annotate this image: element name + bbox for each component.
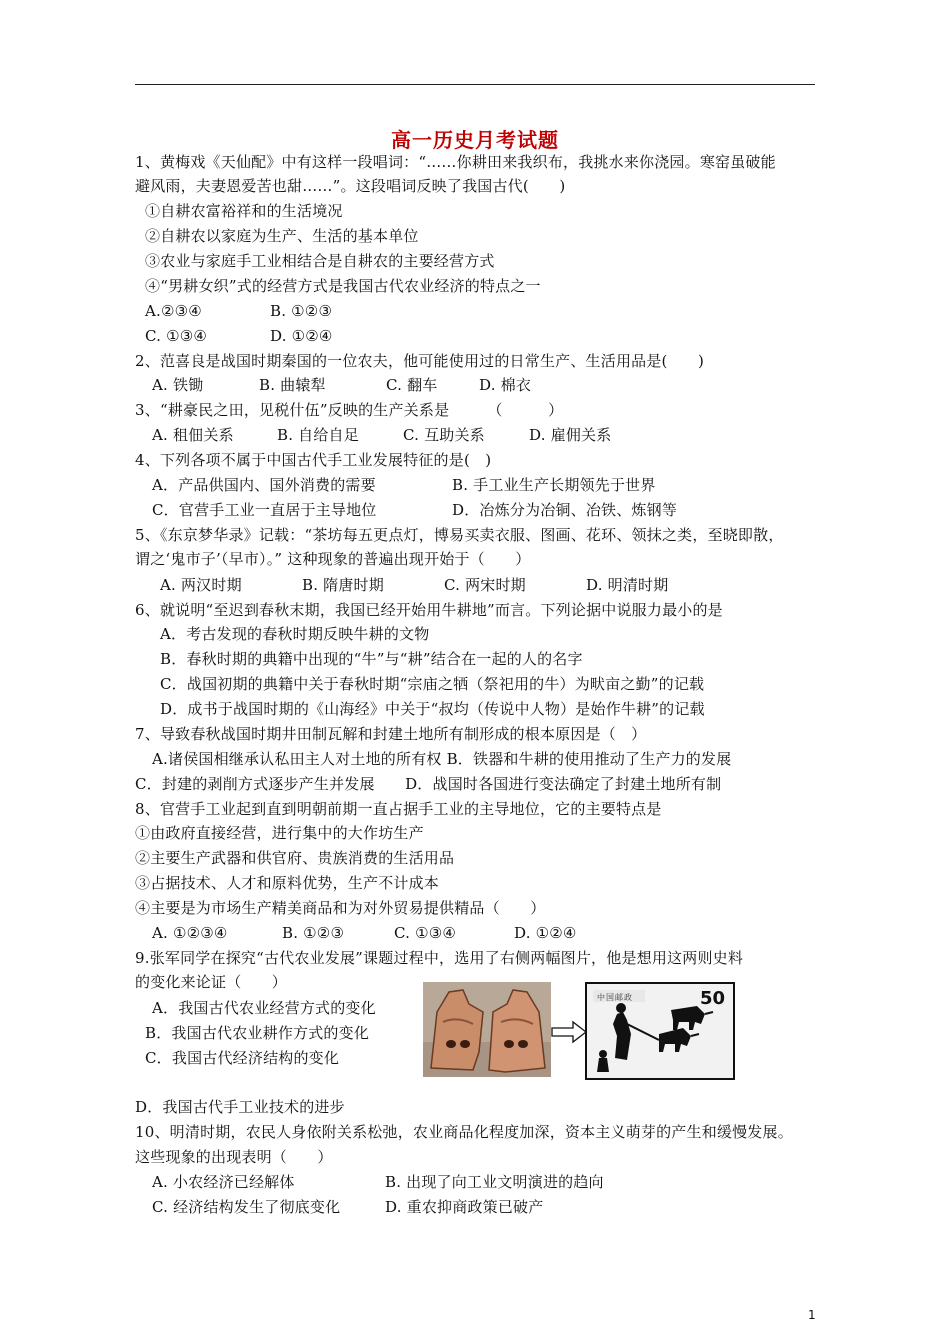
ox-plough-stamp [585, 982, 735, 1080]
plough-share-photo [423, 982, 551, 1077]
q10-options-cd [152, 1195, 543, 1219]
q2-option-b[interactable]: B. 曲辕犁 [259, 376, 326, 394]
q1-item-3: ③农业与家庭手工业相结合是自耕农的主要经营方式 [145, 252, 495, 270]
q8-option-a[interactable]: A. ①②③④ [152, 924, 228, 942]
q4-option-c[interactable]: C．官营手工业一直居于主导地位 [152, 501, 377, 519]
q2-stem: 2、范喜良是战国时期秦国的一位农夫，他可能使用过的日常生产、生活用品是( ) [135, 352, 705, 370]
q1-options-ab [145, 299, 332, 323]
q10-stem-line-2: 这些现象的出现表明（ ） [135, 1148, 333, 1166]
q2-options [152, 373, 531, 397]
q8-option-c[interactable]: C. ①③④ [394, 924, 457, 942]
q8-item-1: ①由政府直接经营，进行集中的大作坊生产 [135, 824, 424, 842]
q10-stem-line-1: 10、明清时期，农民人身依附关系松弛，农业商品化程度加深，资本主义萌芽的产生和缓慢发展。 [135, 1123, 793, 1141]
page-title: 高一历史月考试题 [391, 128, 559, 152]
q3-option-d[interactable]: D. 雇佣关系 [529, 426, 612, 444]
q9-option-d[interactable]: D．我国古代手工业技术的进步 [135, 1098, 345, 1116]
q5-option-b[interactable]: B. 隋唐时期 [302, 576, 384, 594]
q6-stem: 6、就说明“至迟到春秋末期，我国已经开始用牛耕地”而言。下列论据中说服力最小的是 [135, 601, 723, 619]
q8-item-3: ③占据技术、人才和原料优势，生产不计成本 [135, 874, 440, 892]
q8-item-2: ②主要生产武器和供官府、贵族消费的生活用品 [135, 849, 455, 867]
q1-stem-line-1: 1、黄梅戏《天仙配》中有这样一段唱词：“……你耕田来我织布，我挑水来你浇园。寒窑虽破能 [135, 153, 776, 171]
q9-stem-line-1: 9.张军同学在探究“古代农业发展”课题过程中，选用了右侧两幅图片，他是想用这两则史料 [135, 949, 744, 967]
q3-option-a[interactable]: A. 租佃关系 [152, 426, 234, 444]
q9-option-b[interactable]: B．我国古代农业耕作方式的变化 [145, 1024, 370, 1042]
q8-item-4: ④主要是为市场生产精美商品和为对外贸易提供精品（ ） [135, 899, 546, 917]
q9-stem-line-2: 的变化来论证（ ） [135, 973, 288, 991]
q5-stem-line-1: 5、《东京梦华录》记载：“茶坊每五更点灯，博易买卖衣服、图画、花环、领抹之类，至晓即散， [135, 526, 784, 544]
q10-option-c[interactable]: C. 经济结构发生了彻底变化 [152, 1198, 341, 1216]
q10-options-ab [152, 1170, 604, 1194]
q4-option-b[interactable]: B. 手工业生产长期领先于世界 [452, 476, 656, 494]
q3-stem: 3、“耕豪民之田，见税什伍”反映的生产关系是 （ ） [135, 401, 564, 419]
q10-option-d[interactable]: D. 重农抑商政策已破产 [385, 1198, 544, 1216]
q3-options [152, 423, 611, 447]
q1-item-4: ④“男耕女织”式的经营方式是我国古代农业经济的特点之一 [145, 277, 541, 295]
q8-options [152, 921, 577, 945]
q5-stem-line-2: 谓之‘鬼市子’（早市）。” 这种现象的普遍出现开始于（ ） [135, 550, 531, 568]
q1-item-1: ①自耕农富裕祥和的生活境况 [145, 202, 343, 220]
q6-option-c[interactable]: C．战国初期的典籍中关于春秋时期“宗庙之牺（祭祀用的牛）为畎亩之勤”的记载 [160, 675, 705, 693]
q8-stem: 8、官营手工业起到直到明朝前期一直占据手工业的主导地位，它的主要特点是 [135, 800, 662, 818]
q4-options-cd [152, 498, 677, 522]
q7-stem: 7、导致春秋战国时期井田制瓦解和封建土地所有制形成的根本原因是（ ） [135, 725, 647, 743]
q3-option-c[interactable]: C. 互助关系 [403, 426, 485, 444]
q1-option-c[interactable]: C. ①③④ [145, 327, 208, 345]
q1-option-b[interactable]: B. ①②③ [270, 302, 333, 320]
q9-option-c[interactable]: C．我国古代经济结构的变化 [145, 1049, 340, 1067]
arrow-right-icon [551, 1020, 587, 1044]
q1-option-a[interactable]: A.②③④ [145, 302, 202, 320]
q2-option-a[interactable]: A. 铁锄 [152, 376, 204, 394]
q4-stem: 4、下列各项不属于中国古代手工业发展特征的是( ) [135, 451, 492, 469]
q5-option-c[interactable]: C. 两宋时期 [444, 576, 526, 594]
q10-option-b[interactable]: B. 出现了向工业文明演进的趋向 [385, 1173, 604, 1191]
q4-option-d[interactable]: D．冶炼分为冶铜、冶铁、炼钢等 [452, 501, 678, 519]
q1-option-d[interactable]: D. ①②④ [270, 327, 333, 345]
q10-option-a[interactable]: A. 小农经济已经解体 [152, 1173, 295, 1191]
q1-item-2: ②自耕农以家庭为生产、生活的基本单位 [145, 227, 419, 245]
q6-option-b[interactable]: B．春秋时期的典籍中出现的“牛”与“耕”结合在一起的人的名字 [160, 650, 583, 668]
q1-options-cd [145, 324, 333, 348]
q9-option-a[interactable]: A．我国古代农业经营方式的变化 [152, 999, 376, 1017]
q7-options-ab[interactable]: A.诸侯国相继承认私田主人对土地的所有权 B．铁器和牛耕的使用推动了生产力的发展 [152, 750, 732, 768]
q5-option-d[interactable]: D. 明清时期 [586, 576, 669, 594]
q6-option-a[interactable]: A．考古发现的春秋时期反映牛耕的文物 [160, 625, 430, 643]
q4-options-ab [152, 473, 656, 497]
page-number: 1 [808, 1308, 816, 1322]
q5-options [160, 573, 668, 597]
q1-stem-line-2: 避风雨，夫妻恩爱苦也甜……”。这段唱词反映了我国古代( ) [135, 177, 566, 195]
q3-option-b[interactable]: B. 自给自足 [277, 426, 359, 444]
q5-option-a[interactable]: A. 两汉时期 [160, 576, 242, 594]
q2-option-c[interactable]: C. 翻车 [386, 376, 438, 394]
stamp-value: 50 [699, 988, 725, 1009]
q2-option-d[interactable]: D. 棉衣 [479, 376, 532, 394]
q7-options-cd[interactable]: C．封建的剥削方式逐步产生并发展 D．战国时各国进行变法确定了封建土地所有制 [135, 775, 722, 793]
q4-option-a[interactable]: A．产品供国内、国外消费的需要 [152, 476, 376, 494]
stamp-country-label: 中国邮政 [597, 993, 633, 1002]
q8-option-b[interactable]: B. ①②③ [282, 924, 345, 942]
header-rule [135, 84, 815, 85]
q8-option-d[interactable]: D. ①②④ [514, 924, 577, 942]
q6-option-d[interactable]: D．成书于战国时期的《山海经》中关于“叔均（传说中人物）是始作牛耕”的记载 [160, 700, 705, 718]
